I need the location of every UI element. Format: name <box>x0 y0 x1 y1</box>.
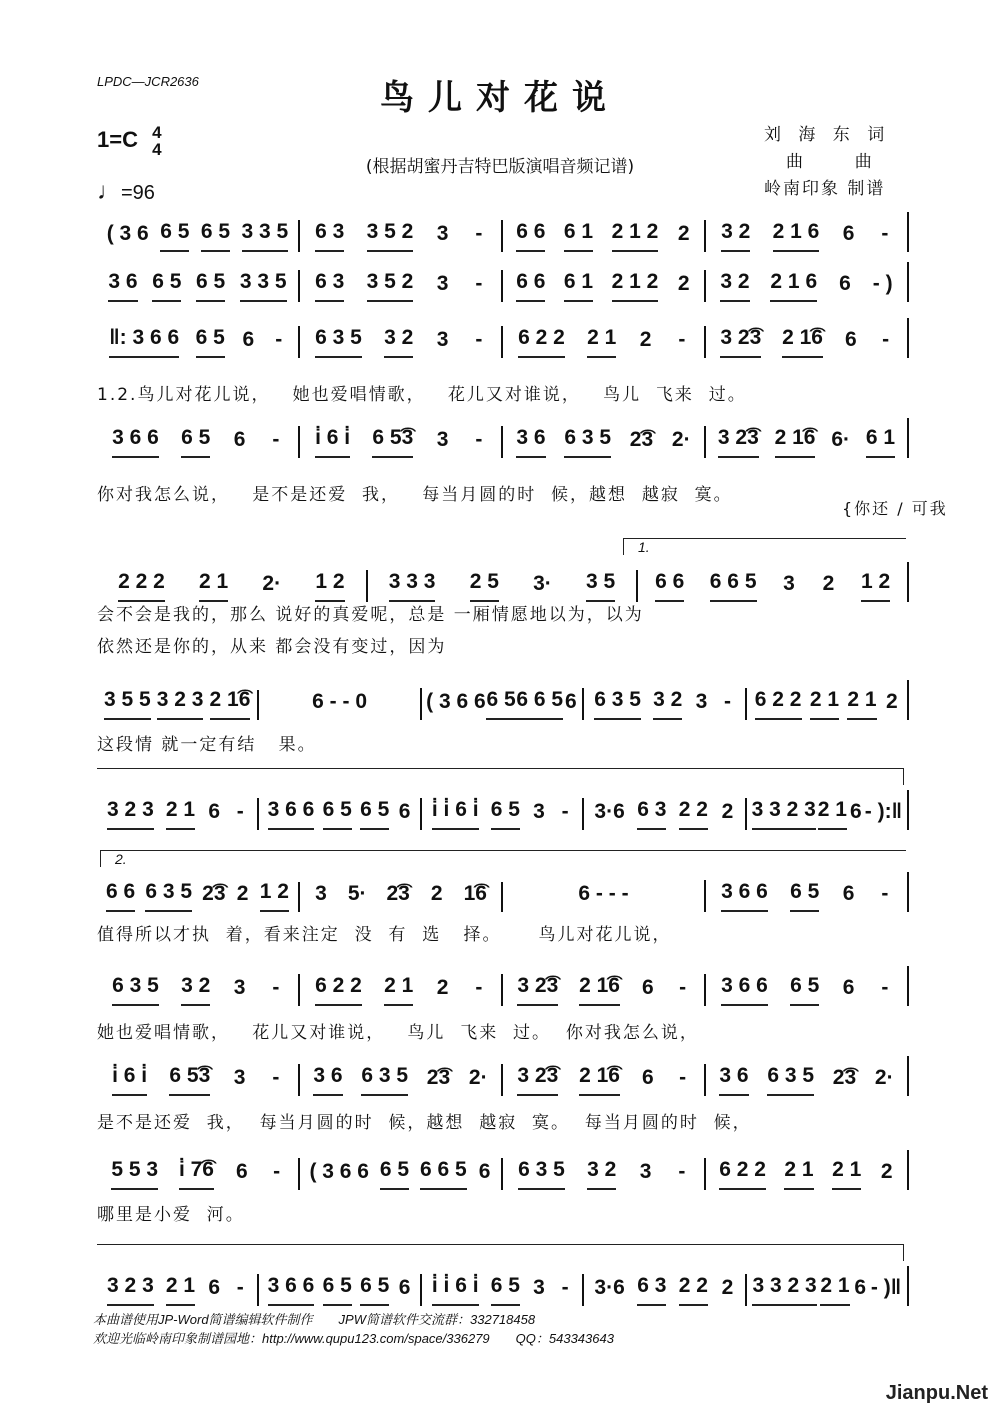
note-group: 6 2 2 <box>518 326 565 358</box>
lyric-line: 哪里是小爱 河。 <box>97 1205 245 1225</box>
note-group: 3 2͡3 <box>517 1064 558 1096</box>
note-group: 3 2 <box>181 974 210 1006</box>
note-group: i̇ 6 i̇ <box>112 1064 147 1096</box>
note-group: 1 2 <box>861 570 890 602</box>
credits <box>764 122 890 203</box>
note-group: 6 5 <box>323 1274 352 1306</box>
note-group: 6 6 <box>516 220 545 252</box>
note-group: 3 2 <box>721 220 750 252</box>
note-group: 3 5 <box>586 570 615 602</box>
score-system <box>97 418 909 458</box>
note-group: 2 1 <box>810 688 839 720</box>
note-group: 3 2 <box>653 688 682 720</box>
note-group: 6 <box>565 690 577 713</box>
note-group: 6 <box>641 1066 654 1089</box>
volta-number: 2. <box>115 851 127 867</box>
measure <box>420 688 582 720</box>
measure <box>257 690 419 720</box>
measure <box>582 1274 744 1306</box>
note-group: 3 6 <box>108 270 137 302</box>
note-group: - <box>272 976 280 999</box>
note-group: 6 <box>235 1160 248 1183</box>
measure <box>97 270 298 302</box>
lyric-line: 她也爱唱情歌， 花儿又对谁说， 鸟儿 飞来 过。 你对我怎么说， <box>97 1023 699 1043</box>
score-system <box>97 872 909 912</box>
note-group: i̇ i̇ 6 i̇ <box>432 798 479 830</box>
lyric-line: 值得所以才执 着，看来注定 没 有 选 择。 鸟儿对花儿说， <box>97 925 672 945</box>
note-group: 6 5 <box>160 220 189 252</box>
measure <box>97 1158 298 1190</box>
note-group: 6 <box>208 800 221 823</box>
note-group: 2 1 <box>166 1274 195 1306</box>
score-code: LPDC—JCR2636 <box>97 74 199 89</box>
lyric-line: 你对我怎么说， 是不是还爱 我， 每当月圆的时 候，越想 越寂 寞。 <box>97 485 733 505</box>
note-group: 6 5 <box>790 880 819 912</box>
measure <box>97 326 298 358</box>
note-group: 2 1͡6 <box>579 1064 620 1096</box>
note-group: 3 2 <box>720 270 749 302</box>
key-label: 1=C <box>97 126 138 152</box>
note-group: 2 2 <box>679 1274 708 1306</box>
note-group: 6 6 <box>516 270 545 302</box>
note-group: 2 <box>721 1276 734 1299</box>
note-group: 6 5 <box>491 1274 520 1306</box>
note-group: 6 6 <box>106 880 135 912</box>
note-group: 3 6 6 <box>721 974 768 1006</box>
note-group: - <box>881 976 889 999</box>
note-group: 3 2 3 <box>107 1274 154 1306</box>
note-group: 2 <box>236 882 249 905</box>
note-group: 2 <box>880 1160 893 1183</box>
note-group: 2 1͡6 <box>782 326 823 358</box>
note-group: 6 6 <box>655 570 684 602</box>
note-group: 3 2 3 <box>107 798 154 830</box>
footer-line-1: 本曲谱使用JP-Word简谱编辑软件制作 JPW简谱软件交流群：332718458 <box>93 1312 536 1327</box>
lyric-line: 是不是还爱 我， 每当月圆的时 候，越想 越寂 寞。 每当月圆的时 候， <box>97 1113 752 1133</box>
note-group: 6 5 <box>491 798 520 830</box>
measure <box>97 880 298 912</box>
note-group: 6 <box>842 882 855 905</box>
measure <box>298 974 501 1006</box>
note-group: 6 5 <box>201 220 230 252</box>
score-system <box>97 212 909 252</box>
note-group: 6 <box>242 328 255 351</box>
measure <box>501 882 704 912</box>
footer-line-2: 欢迎光临岭南印象制谱园地：http://www.qupu123.com/space/336279 QQ：543343643 <box>93 1331 614 1346</box>
note-group: 3 3 2 3 <box>752 1274 816 1306</box>
note-group: 6 2 2 <box>315 974 362 1006</box>
measure <box>97 974 298 1006</box>
note-group: 2· <box>262 572 282 595</box>
note-group: 2 1 <box>847 688 876 720</box>
measure <box>298 426 501 458</box>
score-system <box>97 562 909 602</box>
note-group: 3 <box>533 1276 545 1299</box>
measure <box>501 220 704 252</box>
note-group: 3 2 <box>587 1158 616 1190</box>
note-group: 1 2 <box>260 880 289 912</box>
note-group: 6 - - - <box>578 882 629 905</box>
score-system <box>97 790 909 830</box>
note-group: 3 <box>436 272 449 295</box>
measure <box>420 798 582 830</box>
note-group: 3 2͡3 <box>718 426 759 458</box>
note-group: 2· <box>671 428 691 451</box>
note-group: 3 <box>436 428 449 451</box>
note-group: - <box>236 800 244 823</box>
note-group: 3 5 5 <box>104 688 151 720</box>
note-group: 6 5 <box>486 688 515 720</box>
score-system <box>97 318 909 358</box>
note-group: 6 2 2 <box>719 1158 766 1190</box>
measure <box>257 798 419 830</box>
measure <box>97 426 298 458</box>
note-group: - <box>272 1066 280 1089</box>
note-group: 6 3 5 <box>112 974 159 1006</box>
transcriber: 岭南印象 制谱 <box>764 179 886 199</box>
note-group: 6 3 5 <box>315 326 362 358</box>
note-group: 3 <box>436 222 449 245</box>
measure <box>298 1064 501 1096</box>
score-system <box>97 1266 909 1306</box>
note-group: 2 1 6 <box>770 270 817 302</box>
lyric-line: 依然还是你的，从来 都会没有变过，因为 <box>97 637 447 657</box>
lyric-line: 这段情 就一定有结 果。 <box>97 735 317 755</box>
lyric-line: 会不会是我的，那么 说好的真爱呢，总是 一厢情愿地以为，以为 <box>97 605 644 625</box>
note-group: 6 5͡3 <box>372 426 413 458</box>
note-group: 3 6 <box>719 1064 748 1096</box>
note-group: 3· <box>533 572 552 595</box>
note-group: - <box>475 976 483 999</box>
note-group: 2 1 <box>818 798 847 830</box>
note-group: 2 2 <box>679 798 708 830</box>
ending-bracket <box>97 1244 904 1261</box>
note-group: - <box>881 882 889 905</box>
measure <box>704 270 907 302</box>
note-group: 2 1 2 <box>612 220 659 252</box>
measure <box>582 798 744 830</box>
tempo-value: =96 <box>121 182 155 204</box>
measure <box>745 1274 907 1306</box>
note-group: 3·6 <box>594 800 625 823</box>
note-group: 2 1 <box>820 1274 849 1306</box>
note-group: 2 <box>677 222 690 245</box>
measure <box>298 1158 501 1190</box>
note-group: 3 6 6 <box>721 880 768 912</box>
note-group: - <box>273 1160 281 1183</box>
note-group: 3 3 3 <box>389 570 436 602</box>
note-group: i̇ i̇ 6 i̇ <box>432 1274 479 1306</box>
note-group: 2 5 <box>470 570 499 602</box>
lyric-line: 1.2.鸟儿对花儿说， 她也爱唱情歌， 花儿又对谁说， 鸟儿 飞来 过。 <box>97 385 747 405</box>
song-title: 鸟儿对花说 <box>380 78 620 118</box>
note-group: - <box>475 272 483 295</box>
measure <box>704 326 907 358</box>
note-group: 6 <box>641 976 654 999</box>
note-group: 6 3 5 <box>145 880 192 912</box>
note-group: 2 1 <box>384 974 413 1006</box>
note-group: ( 3 6 6 <box>426 690 486 713</box>
measure <box>704 974 907 1006</box>
note-group: 6 3 5 <box>518 1158 565 1190</box>
note-group: i̇ 7͡6 <box>179 1158 214 1190</box>
note-group: 3 2 <box>384 326 413 358</box>
note-group: - <box>561 800 569 823</box>
measure <box>97 570 366 602</box>
note-group: 2͡3 <box>629 428 654 451</box>
measure <box>704 880 907 912</box>
note-group: 3·6 <box>594 1276 625 1299</box>
note-group: - <box>724 690 732 713</box>
note-group: 2 1 2 <box>612 270 659 302</box>
note-group: 2͡3 <box>386 882 410 905</box>
note-group: 3 5 2 <box>367 220 414 252</box>
measure <box>501 326 704 358</box>
note-group: 6 5 <box>196 270 225 302</box>
measure <box>298 220 501 252</box>
note-group: - <box>882 328 890 351</box>
note-group: i̇ 6 i̇ <box>315 426 350 458</box>
note-group: 2 <box>822 572 835 595</box>
note-group: 3 <box>436 328 449 351</box>
note-group: 6 - - 0 <box>312 690 368 713</box>
note-group: 3 3 5 <box>242 220 289 252</box>
note-group: 2 1 <box>166 798 195 830</box>
measure <box>582 688 744 720</box>
note-group: 6 5 <box>790 974 819 1006</box>
volta-bracket <box>623 538 906 555</box>
measure <box>97 798 257 830</box>
measure <box>501 270 704 302</box>
note-group: 1 2 <box>315 570 344 602</box>
note-group: 2͡3 <box>202 882 226 905</box>
note-group: ( 3 6 <box>106 222 149 245</box>
volta-bracket <box>100 850 906 867</box>
note-group: 6 5 <box>152 270 181 302</box>
measure <box>366 570 637 602</box>
note-group: 6 3 <box>315 220 344 252</box>
note-group: 6 3 <box>315 270 344 302</box>
note-group: - <box>236 1276 244 1299</box>
measure <box>97 1274 257 1306</box>
note-group: 6 <box>842 976 855 999</box>
note-group: - ):‖ <box>864 800 903 823</box>
note-group: - <box>275 328 283 351</box>
measure <box>704 426 907 458</box>
note-group: 6· <box>831 428 850 451</box>
note-group: ( 3 6 6 <box>309 1160 369 1183</box>
note-group: 6 5 <box>380 1158 409 1190</box>
note-group: 3 6 <box>516 426 545 458</box>
measure <box>501 974 704 1006</box>
note-group: 6 3 <box>637 1274 666 1306</box>
note-group: 2· <box>874 1066 894 1089</box>
measure <box>257 1274 419 1306</box>
note-group: 3 2͡3 <box>517 974 558 1006</box>
note-group: 3 3 2 3 <box>752 798 816 830</box>
note-group: 6 1 <box>564 220 593 252</box>
measure <box>704 1064 907 1096</box>
note-group: - <box>881 222 889 245</box>
note-group: 6 3 5 <box>594 688 641 720</box>
measure <box>97 1064 298 1096</box>
note-group: 3 <box>695 690 708 713</box>
note-group: 6 <box>398 800 411 823</box>
note-group: - <box>272 428 280 451</box>
note-group: 3 3 5 <box>240 270 287 302</box>
note-group: 3 5 2 <box>367 270 414 302</box>
measure <box>745 688 907 720</box>
footer <box>93 1310 614 1348</box>
note-group: 2 1͡6 <box>775 426 816 458</box>
score-system <box>97 262 909 302</box>
note-group: 6 3 5 <box>767 1064 814 1096</box>
note-group: 3 6 6 <box>112 426 159 458</box>
note-group: 3 <box>783 572 795 595</box>
note-group: 6 <box>208 1276 221 1299</box>
note-group: 6 5 <box>196 326 225 358</box>
note-group: 6 <box>478 1160 491 1183</box>
note-group: 6 6 5 <box>516 688 563 720</box>
note-group: 6 5 <box>323 798 352 830</box>
note-group: 3 <box>533 800 545 823</box>
note-group: 6 2 2 <box>755 688 802 720</box>
score-system <box>97 1150 909 1190</box>
note-group: - <box>678 328 686 351</box>
note-group: 3 6 6 <box>268 798 315 830</box>
note-group: 1͡6 <box>463 882 487 905</box>
quarter-note-icon: ♩ <box>97 178 121 205</box>
volta-number: 1. <box>638 539 650 555</box>
note-group: 6 1 <box>866 426 895 458</box>
measure <box>501 1064 704 1096</box>
note-group: 3 <box>315 882 327 905</box>
note-group: 2 <box>430 882 443 905</box>
note-group: 3 2 3 <box>157 688 204 720</box>
note-group: 6 3 <box>637 798 666 830</box>
measure <box>704 220 907 252</box>
measure <box>636 570 907 602</box>
note-group: - )‖ <box>870 1276 902 1299</box>
note-group: - <box>679 1066 687 1089</box>
note-group: 3 <box>233 1066 246 1089</box>
note-group: - <box>475 428 483 451</box>
note-group: ‖: 3 6 6 <box>109 326 179 358</box>
measure <box>420 1274 582 1306</box>
note-group: 6 6 5 <box>420 1158 467 1190</box>
measure <box>298 882 501 912</box>
note-group: 6 5 <box>360 1274 389 1306</box>
note-group: - <box>561 1276 569 1299</box>
note-group: 2 <box>886 690 898 713</box>
note-group: 6 <box>854 1276 867 1299</box>
tempo-marking <box>97 178 155 206</box>
note-group: 6 3 5 <box>564 426 611 458</box>
note-group: 6 <box>233 428 246 451</box>
measure <box>501 1158 704 1190</box>
ending-bracket <box>97 768 904 785</box>
time-sig-bottom: 4 <box>152 140 162 159</box>
note-group: 6 <box>398 1276 411 1299</box>
note-group: 2· <box>468 1066 488 1089</box>
time-sig-top: 4 <box>152 123 162 142</box>
note-group: 2 1 <box>832 1158 861 1190</box>
note-group: 2 1 <box>199 570 228 602</box>
measure <box>298 326 501 358</box>
note-group: 2 <box>721 800 734 823</box>
lyric-line: {你还 / 可我 <box>842 499 948 518</box>
note-group: - <box>475 328 483 351</box>
note-group: 5· <box>347 882 367 905</box>
note-group: 3 <box>233 976 246 999</box>
score-system <box>97 680 909 720</box>
lyricist: 刘 海 东 词 <box>764 125 891 145</box>
note-group: 2 1 <box>784 1158 813 1190</box>
note-group: 2 1͡6 <box>210 688 251 720</box>
note-group: - ) <box>872 272 893 295</box>
note-group: 3 2͡3 <box>720 326 761 358</box>
note-group: 2͡3 <box>832 1066 857 1089</box>
watermark: Jianpu.Net <box>885 1382 988 1404</box>
note-group: 2 <box>639 328 652 351</box>
measure <box>97 220 298 252</box>
score-system <box>97 966 909 1006</box>
note-group: - <box>678 1160 686 1183</box>
measure <box>97 688 257 720</box>
subtitle: (根据胡蜜丹吉特巴版演唱音频记谱) <box>365 157 635 177</box>
note-group: 2 <box>436 976 449 999</box>
note-group: 6 <box>850 800 862 823</box>
note-group: 2 1 <box>587 326 616 358</box>
note-group: - <box>679 976 687 999</box>
measure <box>745 798 907 830</box>
note-group: 6 5͡3 <box>169 1064 210 1096</box>
note-group: 2 1͡6 <box>579 974 620 1006</box>
note-group: 6 1 <box>564 270 593 302</box>
note-group: 3 <box>639 1160 652 1183</box>
note-group: 6 6 5 <box>710 570 757 602</box>
note-group: 2 2 2 <box>118 570 165 602</box>
note-group: 5 5 3 <box>111 1158 158 1190</box>
note-group: - <box>475 222 483 245</box>
note-group: 6 5 <box>360 798 389 830</box>
note-group: 3 6 6 <box>268 1274 315 1306</box>
composer: 曲 曲 <box>786 152 878 172</box>
note-group: 6 3 5 <box>361 1064 408 1096</box>
score-system <box>97 1056 909 1096</box>
measure <box>704 1158 907 1190</box>
measure <box>298 270 501 302</box>
note-group: 6 <box>842 222 855 245</box>
note-group: 6 5 <box>181 426 210 458</box>
note-group: 6 <box>839 272 851 295</box>
note-group: 6 <box>844 328 857 351</box>
note-group: 2͡3 <box>426 1066 451 1089</box>
note-group: 2 1 6 <box>773 220 820 252</box>
note-group: 3 6 <box>313 1064 342 1096</box>
measure <box>501 426 704 458</box>
note-group: 2 <box>677 272 690 295</box>
